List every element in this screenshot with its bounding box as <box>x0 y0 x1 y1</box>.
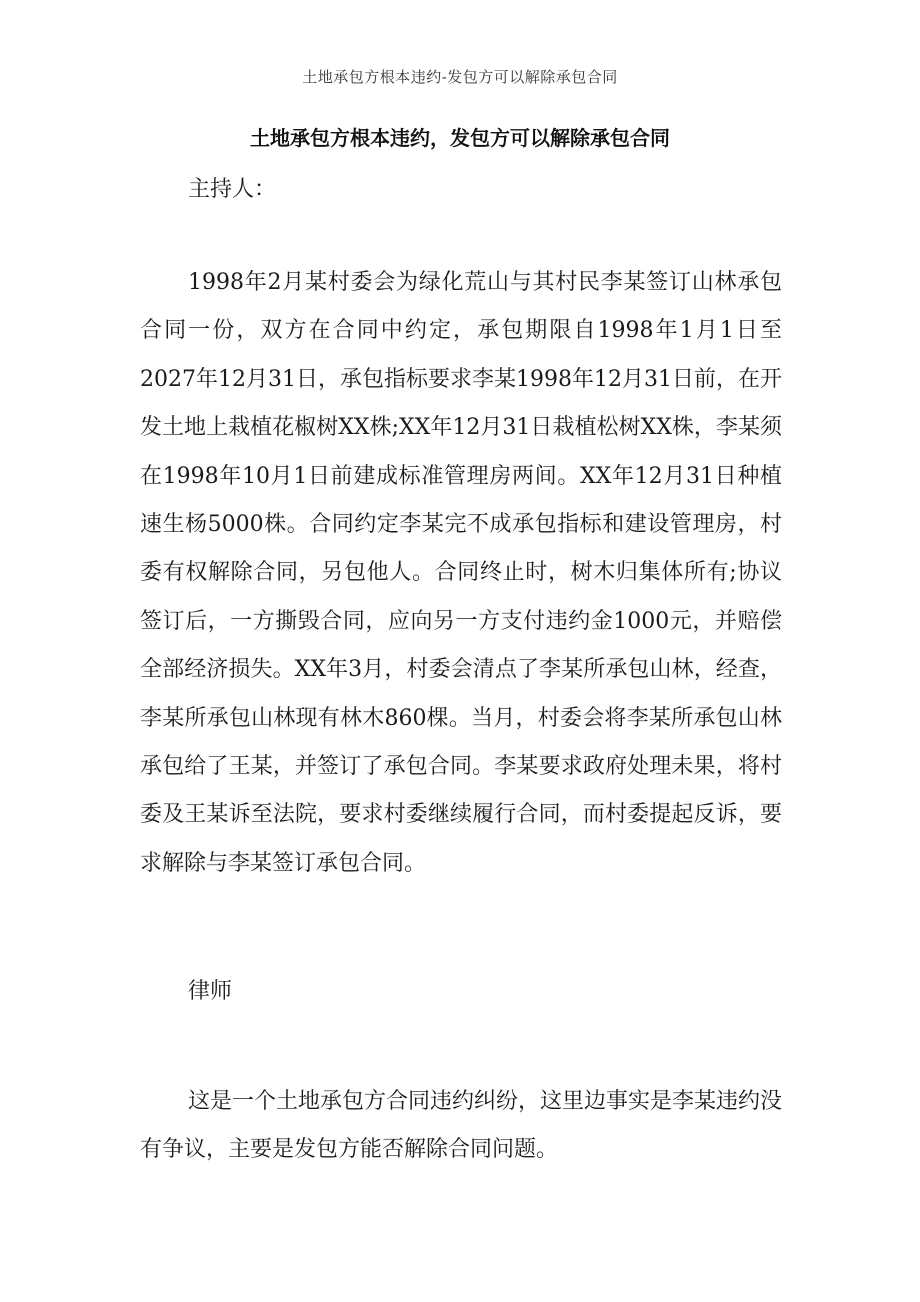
lawyer-label: 律师 <box>188 979 233 1004</box>
case-facts-paragraph: 1998年2月某村委会为绿化荒山与其村民李某签订山林承包合同一份，双方在合同中约定，承包期限自1998年1月1日至2027年12月31日，承包指标要求李某1998年12月31日前，在开发土地上栽植花椒树XX株;XX年12月31日栽植松树XX株，李某须在1998年10月1日前建成标准管理房两间。XX年12月31日种植速生杨5000株。合同约定李某完不成承包指标和建设管理房，村委有权解除合同，另包他人。合同终止时，树木归集体所有;协议签订后，一方撕毁合同，应向另一方支付违约金1000元，并赔偿全部经济损失。XX年3月，村委会清点了李某所承包山林，经查，李某所承包山林现有林木860棵。当月，村委会将李某所承包山林承包给了王某，并签订了承包合同。李某要求政府处理未果，将村委及王某诉至法院，要求村委继续履行合同，而村委提起反诉，要求解除与李某签订承包合同。 <box>140 270 782 876</box>
running-header: 土地承包方根本违约-发包方可以解除承包合同 <box>302 68 618 86</box>
analysis-paragraph: 这是一个土地承包方合同违约纠纷，这里边事实是李某违约没有争议，主要是发包方能否解除合同问题。 <box>140 1089 783 1163</box>
host-label: 主持人： <box>188 177 277 202</box>
document-title: 土地承包方根本违约，发包方可以解除承包合同 <box>250 126 670 150</box>
